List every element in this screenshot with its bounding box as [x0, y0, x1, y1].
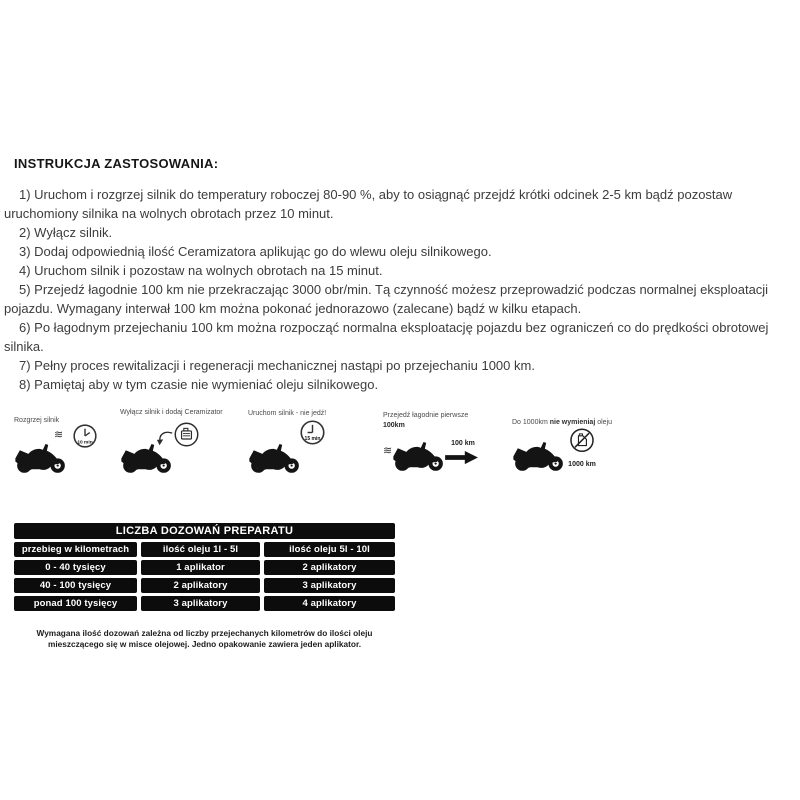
- table-cell: 2 aplikatory: [141, 578, 260, 593]
- step-3: 3) Dodaj odpowiednią ilość Ceramizatora aplikując go do wlewu oleju silnikowego.: [19, 244, 492, 259]
- table-cell: 3 aplikatory: [264, 578, 395, 593]
- pictogram-label: Przejedź łagodnie pierwsze: [383, 412, 469, 419]
- motorcycle-icon: [120, 441, 174, 474]
- pictogram-label-bold: 100km: [383, 422, 405, 429]
- pictogram-add-ceramizator: [120, 409, 242, 481]
- step-5: 5) Przejedź łagodnie 100 km nie przekraczając 3000 obr/min. Tą czynność możesz przeprowadzić podczas normalnej eksploatacji pojazdu. Wymagany interwał 100 km można pokonać jednorazowo (zalecane) bądź w kilku etapach.: [4, 282, 769, 316]
- clock-badge: 10 min: [77, 440, 93, 446]
- table-cell: 3 aplikatory: [141, 596, 260, 611]
- step-8: 8) Pamiętaj aby w tym czasie nie wymieniać oleju silnikowego.: [19, 377, 379, 392]
- table-title: LICZBA DOZOWAŃ PREPARATU: [14, 523, 395, 539]
- label-pre: Do 1000km: [512, 419, 550, 426]
- clock-10min-icon: [72, 423, 98, 449]
- label-bold: nie wymieniaj: [549, 419, 596, 426]
- table-header-mileage: przebieg w kilometrach: [14, 542, 137, 557]
- step-1: 1) Uruchom i rozgrzej silnik do temperatury roboczej 80-90 %, aby to osiągnąć przejdź krótki odcinek 2-5 km bądź pozostaw uruchomiony silnika na wolnych obrotach przez 10 minut.: [4, 187, 733, 221]
- distance-1000km-label: 1000 km: [568, 461, 596, 468]
- table-cell: ponad 100 tysięcy: [14, 596, 137, 611]
- footnote-line-1: Wymagana ilość dozowań zależna od liczby przejechanych kilometrów do ilości oleju: [36, 628, 373, 638]
- pictogram-no-oil-change: [512, 419, 624, 491]
- exhaust-waves-icon: ≋: [383, 445, 393, 457]
- pictogram-warm-up: [14, 417, 118, 489]
- table-header-oil-1-5: ilość oleju 1l - 5l: [141, 542, 260, 557]
- motorcycle-icon: [512, 439, 566, 472]
- right-arrow-icon: [445, 450, 479, 465]
- table-cell: 1 aplikator: [141, 560, 260, 575]
- distance-100km-label: 100 km: [451, 440, 475, 447]
- pictogram-label: Wyłącz silnik i dodaj Ceramizator: [120, 409, 223, 416]
- table-cell: 40 - 100 tysięcy: [14, 578, 137, 593]
- no-oil-change-icon: [567, 427, 597, 457]
- page-title: INSTRUKCJA ZASTOSOWANIA:: [14, 156, 219, 171]
- step-7: 7) Pełny proces rewitalizacji i regeneracji mechanicznej nastąpi po przejechaniu 1000 km.: [19, 358, 535, 373]
- motorcycle-icon: [14, 441, 68, 474]
- step-6: 6) Po łagodnym przejechaniu 100 km można rozpocząć normalna eksploatację pojazdu bez ograniczeń co do prędkości obrotowej silnika.: [4, 320, 769, 354]
- ceramizator-can-icon: [173, 421, 200, 448]
- footnote-line-2: mieszczącego się w misce olejowej. Jedno opakowanie zawiera jeden aplikator.: [47, 639, 362, 649]
- clock-15min-icon: [299, 419, 326, 446]
- motorcycle-icon: [392, 439, 446, 472]
- instruction-steps: [4, 185, 796, 394]
- pictogram-label: [512, 419, 612, 426]
- label-post: oleju: [595, 419, 613, 426]
- clock-badge: 15 min: [304, 436, 321, 443]
- pictogram-idle-run: [248, 410, 360, 482]
- pictogram-ride-gently: [383, 412, 495, 484]
- dosage-footnote: [14, 628, 395, 650]
- table-cell: 0 - 40 tysięcy: [14, 560, 137, 575]
- table-header-oil-5-10: ilość oleju 5l - 10l: [264, 542, 395, 557]
- pictogram-label: Rozgrzej silnik: [14, 417, 60, 424]
- pictogram-label: Uruchom silnik - nie jedź!: [248, 410, 327, 417]
- step-2: 2) Wyłącz silnik.: [19, 225, 113, 240]
- heat-waves-icon: ≋: [54, 429, 64, 441]
- table-cell: 4 aplikatory: [264, 596, 395, 611]
- motorcycle-icon: [248, 441, 302, 474]
- step-4: 4) Uruchom silnik i pozostaw na wolnych obrotach na 15 minut.: [19, 263, 383, 278]
- table-cell: 2 aplikatory: [264, 560, 395, 575]
- dosage-table: [14, 523, 395, 611]
